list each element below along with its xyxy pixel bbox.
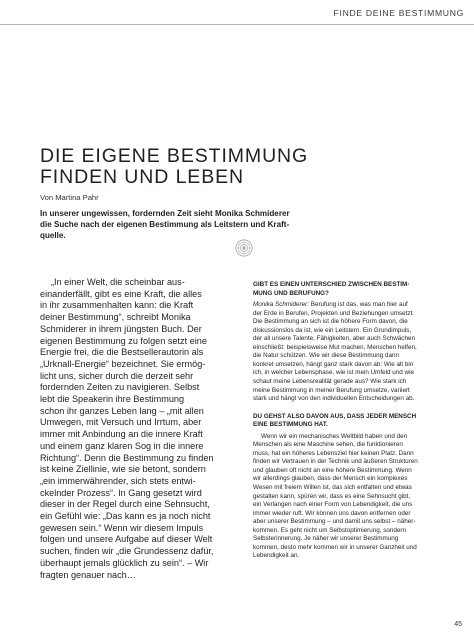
body-line: überhaupt jemals glücklich zu sein“. – Wir [40,557,209,568]
body-line: „Urknall-Energie“ bezeichnet. Sie ermög- [40,358,206,369]
answer-line: wir allerdings glauben, dass der Mensch ein komplexes [253,475,408,483]
body-line: lebt die Speakerin ihre Bestimmung [40,394,185,405]
body-line: eigenen Bestimmung zu folgen setzt eine [40,335,207,346]
answer-line: einschließt: beispielsweise Mut machen, Menschen helfen, [253,343,417,351]
answer-line: ein Verlangen nach einer Form von Lebendigkeit, die uns [253,501,413,509]
answer-line: Die Bestimmung an sich ist die höhere Form davon, die [253,318,408,326]
answer-line: gestalten kann, spüren wir, dass es eine Sehnsucht gibt, [253,492,411,500]
body-line: ein Gefühl wie: „Das kann es ja noch nicht [40,511,211,522]
answer-line: immer wieder ruft. Wir können uns davon entfernen oder [253,509,411,517]
body-line: licht uns, sicher durch die derzeit sehr [40,370,194,381]
answer-line: konkret umsetzen, hängt ganz stark davon ab: Wie alt bin [253,360,414,368]
answer-line: Selbsterinnerung. Je näher wir unserer Bestimmung [253,535,399,543]
body-line: Umwegen, mit Versuch und Irrtum, aber [40,417,202,428]
body-line: Energie frei, die die Bestsellerautorin als [40,347,204,358]
answer-line: meine Bestimmung in meiner Berufung umsetze, variiert [253,386,410,394]
body-line: und einem ganz klaren Sog in die innere [40,440,204,451]
body-line: in ihr zusammenhalten kann: die Kraft [40,300,194,311]
answer-line: die Natur schützen. Wie wir diese Bestimmung dann [253,352,399,360]
answer-line: finden wir Vertrauen in der Technik und äußeren Strukturen [253,458,418,466]
body-line: dieser in der Regel durch eine Sehnsucht, [40,499,210,510]
body-line: einanderfällt, gibt es eine Kraft, die alles [40,288,202,299]
answer-line: kommen, desto mehr kommen wir in unserer Ganzheit und [253,543,417,551]
question-heading: DU GEHST ALSO DAVON AUS, DASS JEDER MENSCH [253,412,417,420]
answer-line: Wenn wir ein mechanisches Weltbild haben und den [261,432,408,440]
body-line: „ein immerwährender, sich stets entwi- [40,475,196,486]
title-line: DIE EIGENE BESTIMMUNG [40,145,309,167]
answer-line: Lebendigkeit an. [253,552,300,560]
body-line: immer mit Anbindung an die innere Kraft [40,429,203,440]
lead-line: quelle. [40,231,66,240]
body-line: Schmiderer in ihrem jüngsten Buch. Der [40,323,202,334]
lead-line: In unserer ungewissen, fordernden Zeit sieht Monika Schmiderer [40,209,290,218]
article-title [40,146,308,187]
body-line: gewesen sein.“ Wenn wir diesem Impuls [40,522,204,533]
body-line: Richtung“. Denn die Bestimmung zu finden [40,452,214,463]
question-heading: MUNG UND BERUFUNG? [253,289,329,297]
answer-line: der Erde in Berufen, Projekten und Beziehungen umsetzt. [253,309,415,317]
answer-line: kommen. Es geht nicht um Selbstoptimierung, sondern [253,526,406,534]
flower-ornament-icon [235,239,253,257]
section-label: FINDE DEINE BESTIMMUNG [333,8,464,18]
answer-line: diskussionslos da ist, wie ein Leitstern. Ein Grundimpuls, [253,326,412,334]
answer-line: aber unserer Bestimmung – und damit uns selbst – näher- [253,518,416,526]
body-line: ckelnder Prozess“. In Gang gesetzt wird [40,487,202,498]
question-heading: EINE BESTIMMUNG HAT. [253,421,328,429]
interview-column-right [253,281,458,561]
header-divider [0,24,474,25]
body-line: fragten genauer nach… [40,569,136,580]
body-line: schon ihr ganzes Leben lang – „mit allen [40,405,204,416]
body-line: ist keine Ziellinie, wie sie betont, sondern [40,464,206,475]
speaker-name: Monika Schmiderer: [253,301,309,309]
body-line: suchen, finden wir „die Grundessenz dafür, [40,546,214,557]
answer-line: stark und hängt von den individuellen Entscheidungen ab. [253,395,415,403]
body-line: fordernden Zeiten zu navigieren. Selbst [40,382,200,393]
author-byline: Von Martina Pahr [40,193,99,202]
answer-line: schaut meine Lebensrealität gerade aus? Wie stark ich [253,378,407,386]
question-heading: GIBT ES EINEN UNTERSCHIED ZWISCHEN BESTIM- [253,281,410,288]
answer-line: Wesen mit freiem Willen ist, das sich entfalten und etwas [253,484,412,492]
body-line: „In einer Welt, die scheinbar aus- [51,277,185,287]
lead-paragraph [40,208,450,241]
answer-line: der all unsere Talente, Fähigkeiten, aber auch Schwächen [253,335,415,343]
answer-line-rest: Berufung ist das, was man hier auf [309,301,408,309]
title-line: FINDEN UND LEBEN [40,165,245,188]
body-line: folgen und unsere Aufgabe auf dieser Welt [40,534,213,545]
body-line: deiner Bestimmung“, schreibt Monika [40,312,191,323]
answer-line: ich, in welcher Lebensphase, wie ist mein Umfeld und wie [253,369,415,377]
page-number: 45 [454,621,462,628]
answer-line: Menschen als eine Maschine sehen, die funktionieren [253,441,403,449]
lead-line: die Suche nach der eigenen Bestimmung als Leitstern und Kraft- [40,220,290,229]
answer-line: muss, hat ein höheres Lebensziel hier keinen Platz. Dann [253,449,414,457]
answer-line [253,301,458,310]
body-column-left [40,277,235,581]
answer-line: und glauben oft nicht an eine höhere Bestimmung. Wenn [253,466,412,474]
